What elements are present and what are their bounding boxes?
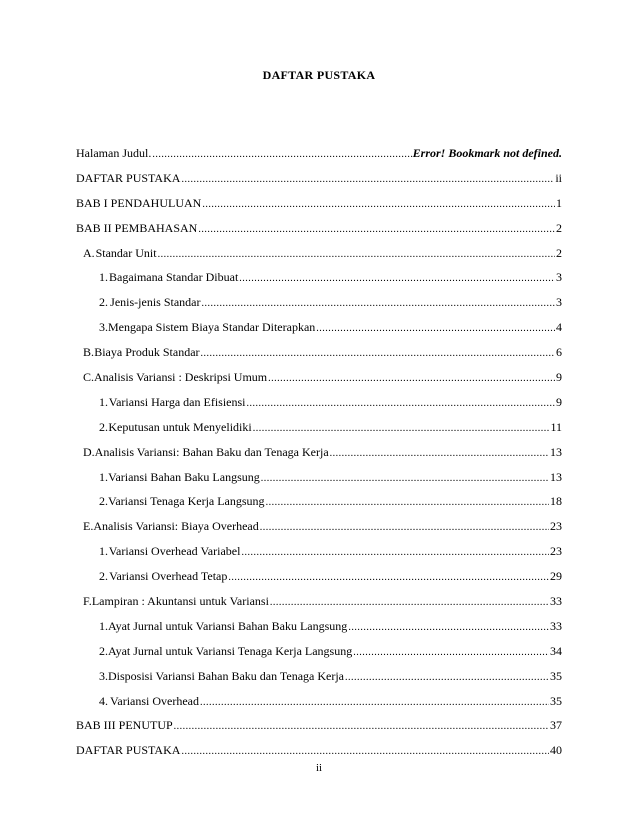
toc-entry-label: BAB II PEMBAHASAN (76, 220, 198, 235)
toc-dot-leader (348, 620, 549, 636)
toc-dot-leader (253, 421, 550, 437)
toc-entry-number: 1. (99, 618, 108, 633)
toc-entry-page: 35 (550, 693, 562, 708)
page-title: DAFTAR PUSTAKA (262, 68, 376, 82)
toc-dot-leader (228, 570, 549, 586)
toc-entry-page: 6 (556, 345, 562, 360)
toc-dot-leader (198, 222, 555, 238)
toc-entry[interactable] (76, 618, 562, 643)
toc-entry-label: Bagaimana Standar Dibuat (108, 270, 239, 285)
toc-entry-label: DAFTAR PUSTAKA (76, 170, 181, 185)
toc-dot-leader (345, 670, 549, 686)
toc-entry-label: BAB I PENDAHULUAN (76, 195, 202, 210)
toc-entry-label: Jenis-jenis Standar (110, 295, 201, 310)
toc-dot-leader (330, 446, 549, 462)
toc-entry-label: Standar Unit (95, 245, 157, 260)
toc-entry[interactable] (76, 170, 562, 195)
toc-entry-number: 2. (99, 419, 108, 434)
toc-entry-page: 9 (556, 370, 562, 385)
toc-dot-leader (158, 247, 555, 263)
toc-dot-leader (353, 645, 549, 661)
toc-entry-label: Variansi Overhead (110, 693, 199, 708)
toc-dot-leader (181, 744, 549, 760)
toc-entry-label: Analisis Variansi: Bahan Baku dan Tenaga Kerja (94, 444, 329, 459)
toc-entry-page: 18 (550, 494, 562, 509)
toc-entry-number: 1. (99, 469, 108, 484)
toc-entry-page: 2 (556, 245, 562, 260)
toc-entry-number: 2. (99, 569, 108, 584)
toc-entry-page: ii (555, 170, 562, 185)
toc-entry-number: 1. (99, 394, 108, 409)
toc-entry-number: 1. (99, 544, 108, 559)
toc-entry-page: 2 (556, 220, 562, 235)
toc-entry[interactable] (76, 568, 562, 593)
toc-entry[interactable] (76, 518, 562, 543)
toc-entry-label: Variansi Bahan Baku Langsung (108, 469, 260, 484)
toc-entry[interactable] (76, 269, 562, 294)
toc-entry-label: Lampiran : Akuntansi untuk Variansi (91, 594, 269, 609)
toc-dot-leader (266, 495, 549, 511)
toc-entry-label: Disposisi Variansi Bahan Baku dan Tenaga Kerja (108, 668, 344, 683)
toc-dot-leader (270, 595, 549, 611)
toc-entry[interactable] (76, 369, 562, 394)
toc-entry[interactable] (76, 593, 562, 618)
toc-dot-leader (268, 371, 555, 387)
toc-dot-leader (181, 172, 554, 188)
toc-entry-page: 40 (550, 743, 562, 758)
toc-dot-leader (316, 321, 555, 337)
toc-entry[interactable] (76, 245, 562, 270)
toc-entry-label: Keputusan untuk Menyelidiki (108, 419, 252, 434)
toc-entry-page: 35 (550, 668, 562, 683)
toc-entry-number: B. (83, 345, 95, 360)
toc-entry-label: Variansi Tenaga Kerja Langsung (108, 494, 265, 509)
toc-dot-leader (260, 520, 549, 536)
toc-entry-label: Ayat Jurnal untuk Variansi Tenaga Kerja Langsung (108, 643, 353, 658)
page-number: ii (315, 762, 323, 774)
toc-dot-leader (201, 346, 555, 362)
toc-dot-leader (174, 719, 549, 735)
toc-entry-page: 23 (550, 544, 562, 559)
toc-entry-number: A. (83, 245, 95, 260)
toc-entry-page: 37 (550, 718, 562, 733)
toc-entry[interactable] (76, 493, 562, 518)
toc-entry-label: Ayat Jurnal untuk Variansi Bahan Baku Langsung (108, 618, 348, 633)
toc-dot-leader (261, 471, 549, 487)
toc-entry-number: C. (83, 370, 95, 385)
toc-entry-number: E. (83, 519, 94, 534)
toc-entry[interactable] (76, 319, 562, 344)
toc-entry-page: 23 (550, 519, 562, 534)
toc-entry-page: 11 (550, 419, 562, 434)
toc-entry-number: 1. (99, 270, 108, 285)
toc-entry[interactable] (76, 220, 562, 245)
toc-entry-label: Mengapa Sistem Biaya Standar Diterapkan (108, 320, 316, 335)
toc-entry-page: 33 (550, 618, 562, 633)
toc-entry-page: 1 (556, 195, 562, 210)
toc-entry[interactable] (76, 344, 562, 369)
toc-dot-leader (202, 296, 556, 312)
toc-entry-number: 4. (99, 693, 108, 708)
toc-entry-label: DAFTAR PUSTAKA (76, 743, 181, 758)
toc-entry[interactable] (76, 469, 562, 494)
toc-dot-leader (239, 271, 555, 287)
toc-entry-page: Error! Bookmark not defined. (412, 146, 562, 160)
toc-entry-number: 2. (99, 295, 108, 310)
toc-entry-number: 3. (99, 320, 108, 335)
toc-entry-label: Variansi Harga dan Efisiensi (108, 394, 246, 409)
toc-entry-label: Variansi Overhead Tetap (109, 569, 228, 584)
toc-entry[interactable] (76, 195, 562, 220)
toc-entry-page: 3 (556, 295, 562, 310)
toc-entry-label: Analisis Variansi : Deskripsi Umum (94, 370, 268, 385)
toc-entry[interactable] (76, 717, 562, 742)
toc-entry[interactable] (76, 643, 562, 668)
toc-entry-number: F. (83, 594, 92, 609)
toc-entry-label: Biaya Produk Standar (94, 345, 200, 360)
toc-entry-page: 13 (550, 469, 562, 484)
toc-entry-page: 29 (550, 569, 562, 584)
toc-entry-page: 33 (550, 594, 562, 609)
toc-entry[interactable] (76, 444, 562, 469)
toc-entry-label: Analisis Variansi: Biaya Overhead (93, 519, 259, 534)
toc-entry-page: 9 (556, 394, 562, 409)
toc-entry[interactable] (76, 693, 562, 718)
toc-entry-page: 4 (556, 320, 562, 335)
toc-entry-label: BAB III PENUTUP (76, 718, 173, 733)
toc-entry[interactable] (76, 668, 562, 693)
toc-dot-leader (152, 147, 411, 163)
toc-entry[interactable] (76, 294, 562, 319)
toc-entry-number: 2. (99, 643, 108, 658)
toc-entry-number: D. (83, 444, 95, 459)
toc-entry[interactable] (76, 394, 562, 419)
toc-dot-leader (247, 396, 556, 412)
toc-entry-page: 3 (556, 270, 562, 285)
toc-entry[interactable] (76, 419, 562, 444)
toc-entry[interactable] (76, 543, 562, 568)
toc-entry-label: Halaman Judul. (76, 146, 152, 160)
toc-entry-label: Variansi Overhead Variabel (108, 544, 241, 559)
toc-dot-leader (241, 545, 549, 561)
toc-dot-leader (202, 197, 555, 213)
toc-entry-number: 2. (99, 494, 108, 509)
toc-dot-leader (200, 695, 549, 711)
toc-entry[interactable] (76, 145, 562, 170)
table-of-contents (76, 145, 562, 767)
toc-entry-number: 3. (99, 668, 108, 683)
toc-entry-page: 13 (550, 444, 562, 459)
toc-entry-page: 34 (550, 643, 562, 658)
